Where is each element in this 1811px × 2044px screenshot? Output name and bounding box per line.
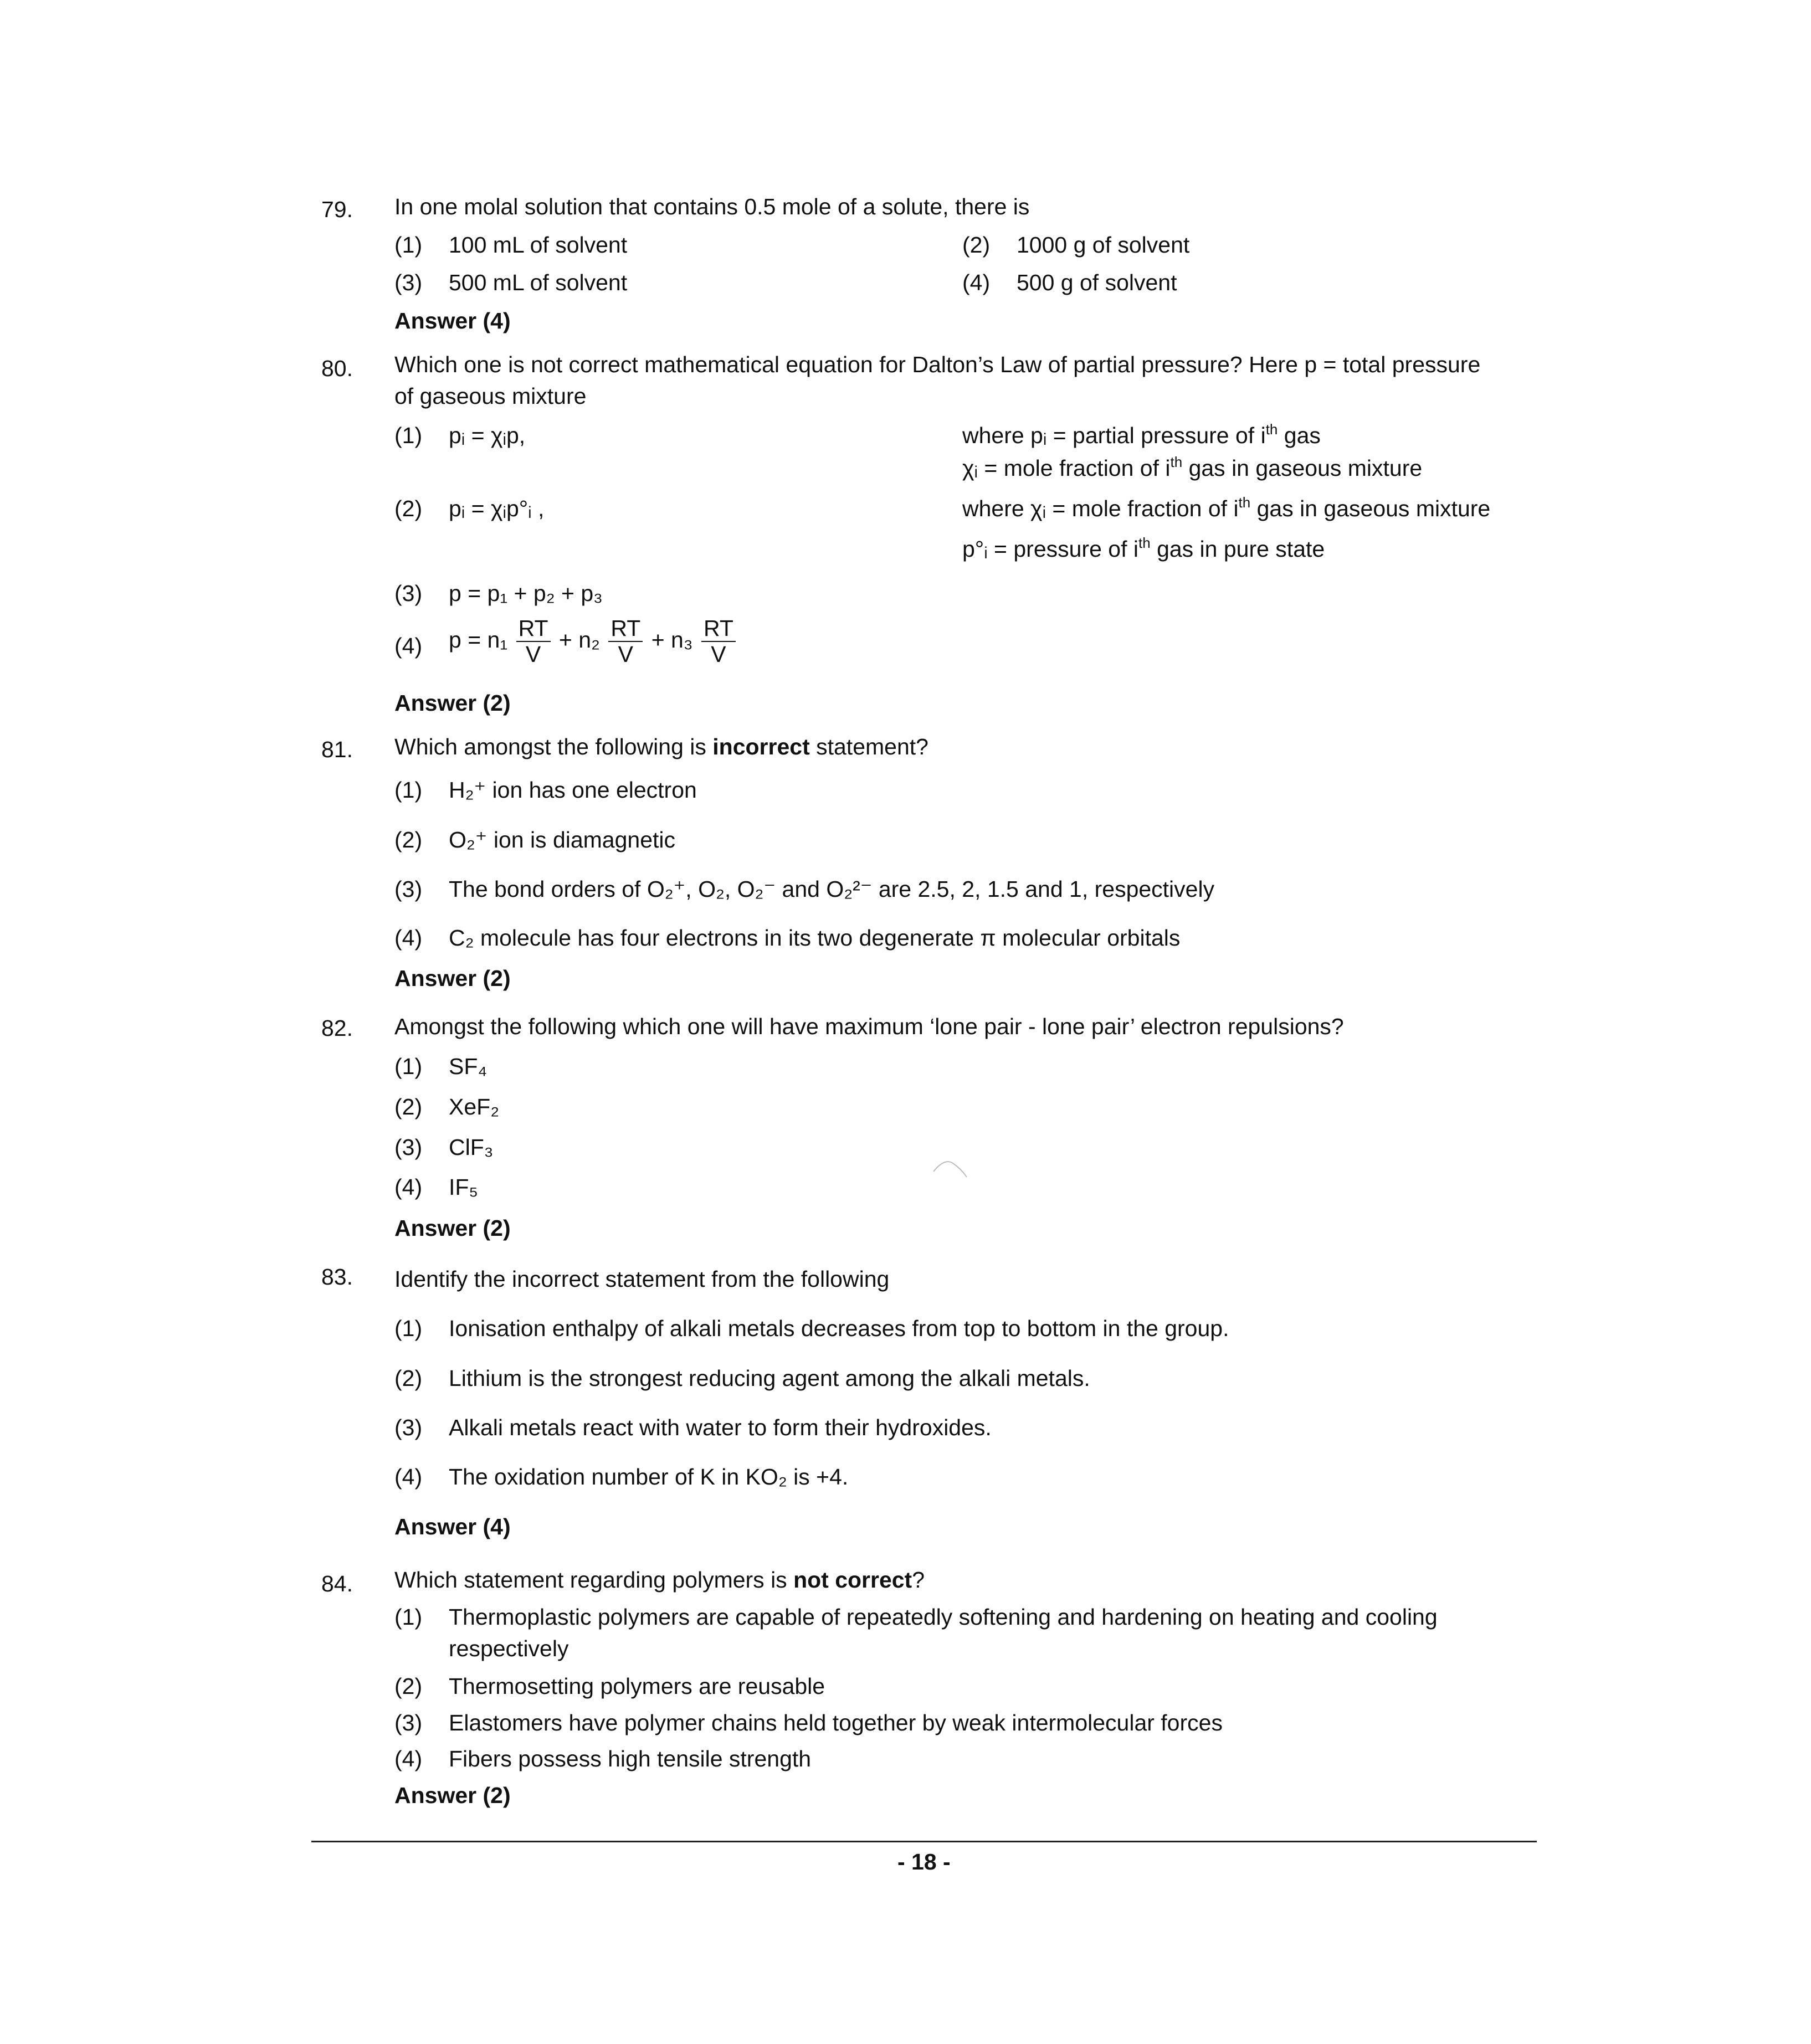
- q82-answer: Answer (2): [394, 1215, 511, 1241]
- q81-option-1-number: (1): [394, 777, 423, 803]
- question-81-number: 81.: [321, 737, 353, 762]
- q79-answer: Answer (4): [394, 308, 511, 333]
- q80-option-2-note-2: p°ᵢ = pressure of $i^{th}$ gas in pure state: [962, 535, 1325, 562]
- q80-option-2-number: (2): [394, 496, 423, 521]
- q84-option-1-number: (1): [394, 1604, 423, 1630]
- q84-option-4-number: (4): [394, 1746, 423, 1771]
- q82-option-3-number: (3): [394, 1134, 423, 1160]
- question-84-stem: Which statement regarding polymers is not correct?: [394, 1567, 925, 1593]
- q81-option-1-text: H₂⁺ ion has one electron: [449, 777, 697, 803]
- question-84-number: 84.: [321, 1571, 353, 1596]
- fraction-rt-over-v-2: $\frac{RT}{V}$: [608, 616, 643, 667]
- q81-option-2-number: (2): [394, 827, 423, 852]
- q82-option-1-number: (1): [394, 1054, 423, 1079]
- q82-option-1-text: SF₄: [449, 1054, 488, 1079]
- q79-option-3-text: 500 mL of solvent: [449, 270, 628, 295]
- question-80-stem-line-2: of gaseous mixture: [394, 383, 587, 409]
- q80-answer: Answer (2): [394, 690, 511, 716]
- q80-option-1-note-1: where pᵢ = partial pressure of $i^{th}$ gas: [962, 421, 1321, 448]
- q83-option-3-text: Alkali metals react with water to form their hydroxides.: [449, 1415, 992, 1440]
- question-81-stem: Which amongst the following is incorrect statement?: [394, 734, 928, 759]
- page-number: - 18 -: [897, 1849, 951, 1874]
- q80-option-3-equation: p = p₁ + p₂ + p₃: [449, 581, 603, 606]
- question-79-stem: In one molal solution that contains 0.5 mole of a solute, there is: [394, 194, 1030, 219]
- q84-option-4-text: Fibers possess high tensile strength: [449, 1746, 812, 1771]
- question-82-number: 82.: [321, 1015, 353, 1041]
- q83-option-2-number: (2): [394, 1365, 423, 1391]
- q83-option-1-number: (1): [394, 1316, 423, 1341]
- q81-option-3-text: The bond orders of O₂⁺, O₂, O₂⁻ and O₂²⁻ are 2.5, 2, 1.5 and 1, respectively: [449, 876, 1215, 902]
- q80-option-1-number: (1): [394, 423, 423, 448]
- q80-option-3-number: (3): [394, 581, 423, 606]
- q79-option-2-text: 1000 g of solvent: [1017, 232, 1190, 258]
- q83-answer: Answer (4): [394, 1514, 511, 1539]
- q80-option-4-number: (4): [394, 633, 423, 659]
- q80-option-2-note-1: where χᵢ = mole fraction of $i^{th}$ gas in gaseous mixture: [962, 494, 1491, 521]
- question-83-stem: Identify the incorrect statement from the following: [394, 1266, 890, 1292]
- q84-option-2-number: (2): [394, 1673, 423, 1699]
- q79-option-1-number: (1): [394, 232, 423, 258]
- q79-option-4-text: 500 g of solvent: [1017, 270, 1177, 295]
- fraction-rt-over-v-3: $\frac{RT}{V}$: [701, 616, 736, 667]
- q83-option-3-number: (3): [394, 1415, 423, 1440]
- question-80-stem-line-1: Which one is not correct mathematical equation for Dalton’s Law of partial pressure? Here p = total pressure: [394, 352, 1481, 377]
- q82-option-2-number: (2): [394, 1094, 423, 1119]
- q81-option-3-number: (3): [394, 876, 423, 902]
- q84-option-2-text: Thermosetting polymers are reusable: [449, 1673, 825, 1699]
- q81-option-2-text: O₂⁺ ion is diamagnetic: [449, 827, 676, 852]
- q79-option-1-text: 100 mL of solvent: [449, 232, 628, 258]
- q84-option-1-text-line-1: Thermoplastic polymers are capable of repeatedly softening and hardening on heating and cooling: [449, 1604, 1438, 1630]
- q81-option-4-number: (4): [394, 925, 423, 951]
- q84-option-3-number: (3): [394, 1710, 423, 1735]
- q80-option-1-equation: pᵢ = χᵢp,: [449, 423, 526, 448]
- q79-option-2-number: (2): [962, 232, 991, 258]
- q80-option-4-equation: p = n₁ $\frac{RT}{V}$ + n₂ $\frac{RT}{V}$ + n₃ $\frac{RT}{V}$: [449, 616, 738, 667]
- q80-option-1-note-2: χᵢ = mole fraction of $i^{th}$ gas in gaseous mixture: [962, 454, 1423, 481]
- q84-option-3-text: Elastomers have polymer chains held together by weak intermolecular forces: [449, 1710, 1223, 1735]
- q82-option-4-number: (4): [394, 1174, 423, 1200]
- question-83-number: 83.: [321, 1264, 353, 1290]
- q82-option-3-text: ClF₃: [449, 1134, 494, 1160]
- q84-option-1-text-line-2: respectively: [449, 1636, 569, 1661]
- question-80-number: 80.: [321, 356, 353, 381]
- question-82-stem: Amongst the following which one will have maximum ‘lone pair - lone pair’ electron repulsions?: [394, 1014, 1344, 1039]
- q80-option-2-equation: pᵢ = χᵢp°ᵢ ,: [449, 496, 545, 521]
- q83-option-4-text: The oxidation number of K in KO₂ is +4.: [449, 1464, 849, 1490]
- q82-option-2-text: XeF₂: [449, 1094, 500, 1119]
- footer-divider: [311, 1841, 1537, 1842]
- q79-option-4-number: (4): [962, 270, 991, 295]
- q81-answer: Answer (2): [394, 965, 511, 991]
- fraction-rt-over-v-1: $\frac{RT}{V}$: [516, 616, 551, 667]
- q81-option-4-text: C₂ molecule has four electrons in its two degenerate π molecular orbitals: [449, 925, 1181, 951]
- q84-answer: Answer (2): [394, 1783, 511, 1808]
- q83-option-1-text: Ionisation enthalpy of alkali metals decreases from top to bottom in the group.: [449, 1316, 1229, 1341]
- scan-smudge-mark: [931, 1155, 969, 1180]
- question-79-number: 79.: [321, 197, 353, 222]
- q83-option-2-text: Lithium is the strongest reducing agent among the alkali metals.: [449, 1365, 1090, 1391]
- q82-option-4-text: IF₅: [449, 1174, 478, 1200]
- q83-option-4-number: (4): [394, 1464, 423, 1490]
- q79-option-3-number: (3): [394, 270, 423, 295]
